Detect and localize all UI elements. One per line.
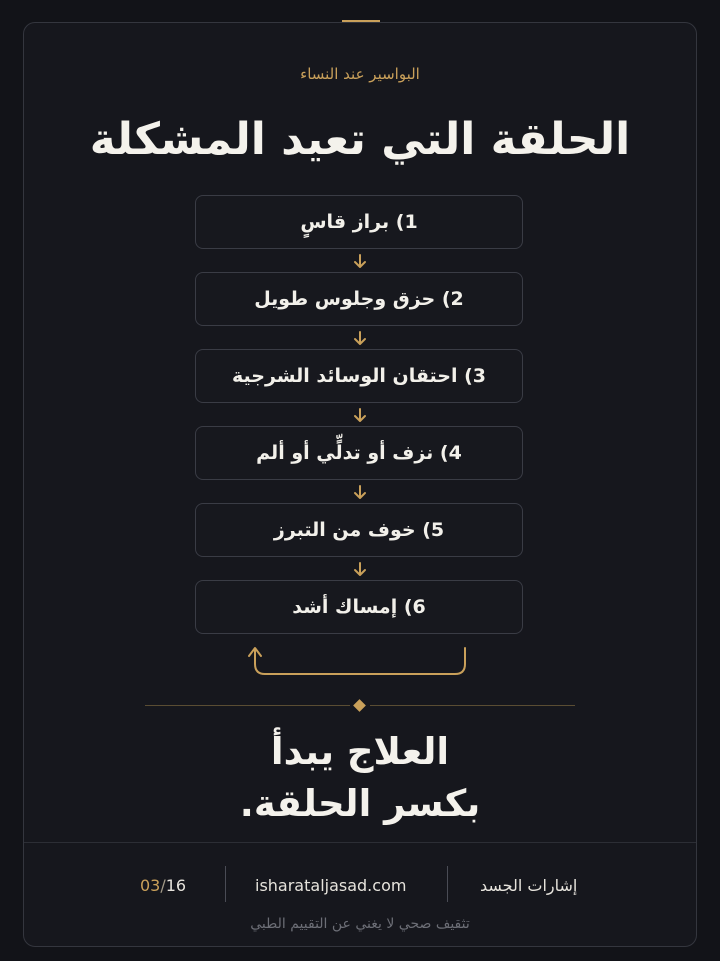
disclaimer: تثقيف صحي لا يغني عن التقييم الطبي (250, 916, 470, 932)
cycle-step-3: 3) احتقان الوسائد الشرجية (195, 349, 523, 403)
cycle-step-2: 2) حزق وجلوس طويل (195, 272, 523, 326)
page-indicator (140, 876, 186, 895)
footer-separator (225, 866, 226, 902)
page-current: 03 (140, 876, 161, 895)
arrow-down-icon (352, 331, 368, 347)
loop-back-arrow-icon (245, 642, 475, 682)
divider-line-right (370, 705, 575, 706)
website-link[interactable]: isharataljasad.com (255, 876, 407, 895)
arrow-down-icon (352, 485, 368, 501)
cycle-step-1: 1) براز قاسٍ (195, 195, 523, 249)
slide-title: الحلقة التي تعيد المشكلة (89, 114, 631, 165)
page-separator: / (160, 876, 166, 895)
cycle-step-6: 6) إمساك أشد (195, 580, 523, 634)
page-total: 16 (165, 876, 187, 895)
cycle-step-4: 4) نزف أو تدلٍّي أو ألم (195, 426, 523, 480)
closing-line-1: العلاج يبدأ (270, 730, 450, 773)
arrow-down-icon (352, 562, 368, 578)
footer-separator (447, 866, 448, 902)
brand-name: إشارات الجسد (480, 876, 578, 895)
arrow-down-icon (352, 254, 368, 270)
closing-line-2: بكسر الحلقة. (239, 782, 481, 825)
cycle-step-5: 5) خوف من التبرز (195, 503, 523, 557)
slide-eyebrow: البواسير عند النساء (300, 65, 420, 83)
divider-line-left (145, 705, 350, 706)
arrow-down-icon (352, 408, 368, 424)
footer-divider (24, 842, 696, 843)
